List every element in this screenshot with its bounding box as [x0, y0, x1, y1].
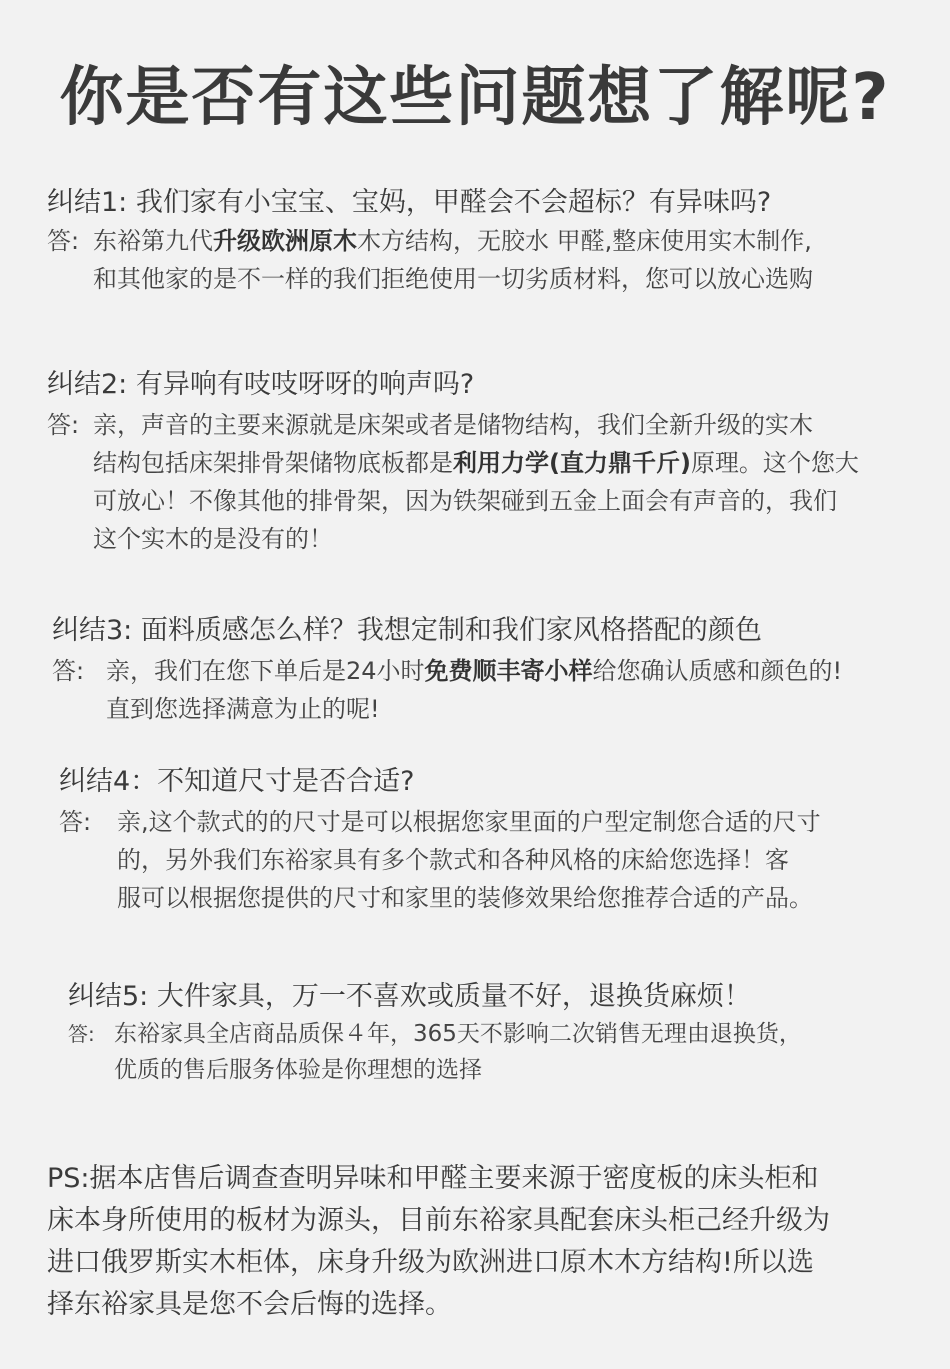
ps-line: 进口俄罗斯实木柜体，床身升级为欧洲进口原木木方结构!所以选 — [47, 1247, 814, 1278]
ps-line: 床本身所使用的板材为源头，目前东裕家具配套床头柜己经升级为 — [47, 1205, 830, 1236]
answer-line: 东裕第九代升级欧洲原木木方结构，无胶水 甲醛,整床使用实木制作, — [93, 227, 812, 255]
answer-label: 答: — [68, 1022, 95, 1046]
faq-item-4 — [59, 765, 821, 917]
answer-label: 答: — [47, 227, 80, 255]
ps-line: PS:据本店售后调查查明异味和甲醛主要来源于密度板的床头柜和 — [47, 1163, 819, 1194]
page-title: 你是否有这些问题想了解呢? — [59, 61, 891, 135]
answer-line: 可放心！不像其他的排骨架，因为铁架碰到五金上面会有声音的，我们 — [93, 487, 837, 515]
answer-line: 亲，我们在您下单后是24小时免费顺丰寄小样给您确认质感和颜色的! — [106, 657, 843, 685]
faq-item-5 — [68, 980, 802, 1088]
faq-question: 纠结4：不知道尺寸是否合适? — [59, 766, 415, 797]
answer-line: 优质的售后服务体验是你理想的选择 — [114, 1057, 482, 1083]
faq-answer — [47, 406, 859, 558]
answer-line: 亲,这个款式的的尺寸是可以根据您家里面的户型定制您合适的尺寸 — [117, 808, 821, 836]
faq-item-3 — [52, 614, 842, 728]
faq-answer — [47, 222, 813, 298]
faq-item-2 — [47, 368, 859, 558]
answer-line: 结构包括床架排骨架储物底板都是利用力学(直力鼎千斤)原理。这个您大 — [93, 449, 859, 477]
faq-question: 纠结2: 有异响有吱吱呀呀的响声吗? — [47, 369, 475, 400]
answer-label: 答: — [52, 657, 85, 685]
faq-answer — [59, 803, 821, 917]
answer-line: 服可以根据您提供的尺寸和家里的装修效果给您推荐合适的产品。 — [117, 884, 813, 912]
answer-line: 亲，声音的主要来源就是床架或者是储物结构，我们全新升级的实木 — [93, 411, 813, 439]
ps-note — [47, 1158, 927, 1326]
faq-answer — [52, 652, 842, 728]
answer-line: 东裕家具全店商品质保４年，365天不影响二次销售无理由退换货， — [114, 1021, 802, 1047]
faq-item-1 — [47, 186, 813, 298]
faq-question: 纠结5: 大件家具，万一不喜欢或质量不好，退换货麻烦！ — [68, 981, 751, 1012]
faq-answer — [68, 1016, 802, 1088]
faq-question: 纠结1: 我们家有小宝宝、宝妈，甲醛会不会超标？有异味吗? — [47, 187, 772, 218]
answer-line: 这个实木的是没有的！ — [93, 525, 333, 553]
ps-line: 择东裕家具是您不会后悔的选择。 — [47, 1289, 452, 1320]
faq-question: 纠结3: 面料质感怎么样？我想定制和我们家风格搭配的颜色 — [52, 615, 762, 646]
answer-line: 和其他家的是不一样的我们拒绝使用一切劣质材料，您可以放心选购 — [93, 265, 813, 293]
answer-label: 答: — [59, 808, 92, 836]
answer-label: 答: — [47, 411, 80, 439]
answer-line: 的，另外我们东裕家具有多个款式和各种风格的床給您选择！客 — [117, 846, 789, 874]
answer-line: 直到您选择满意为止的呢! — [106, 695, 380, 723]
